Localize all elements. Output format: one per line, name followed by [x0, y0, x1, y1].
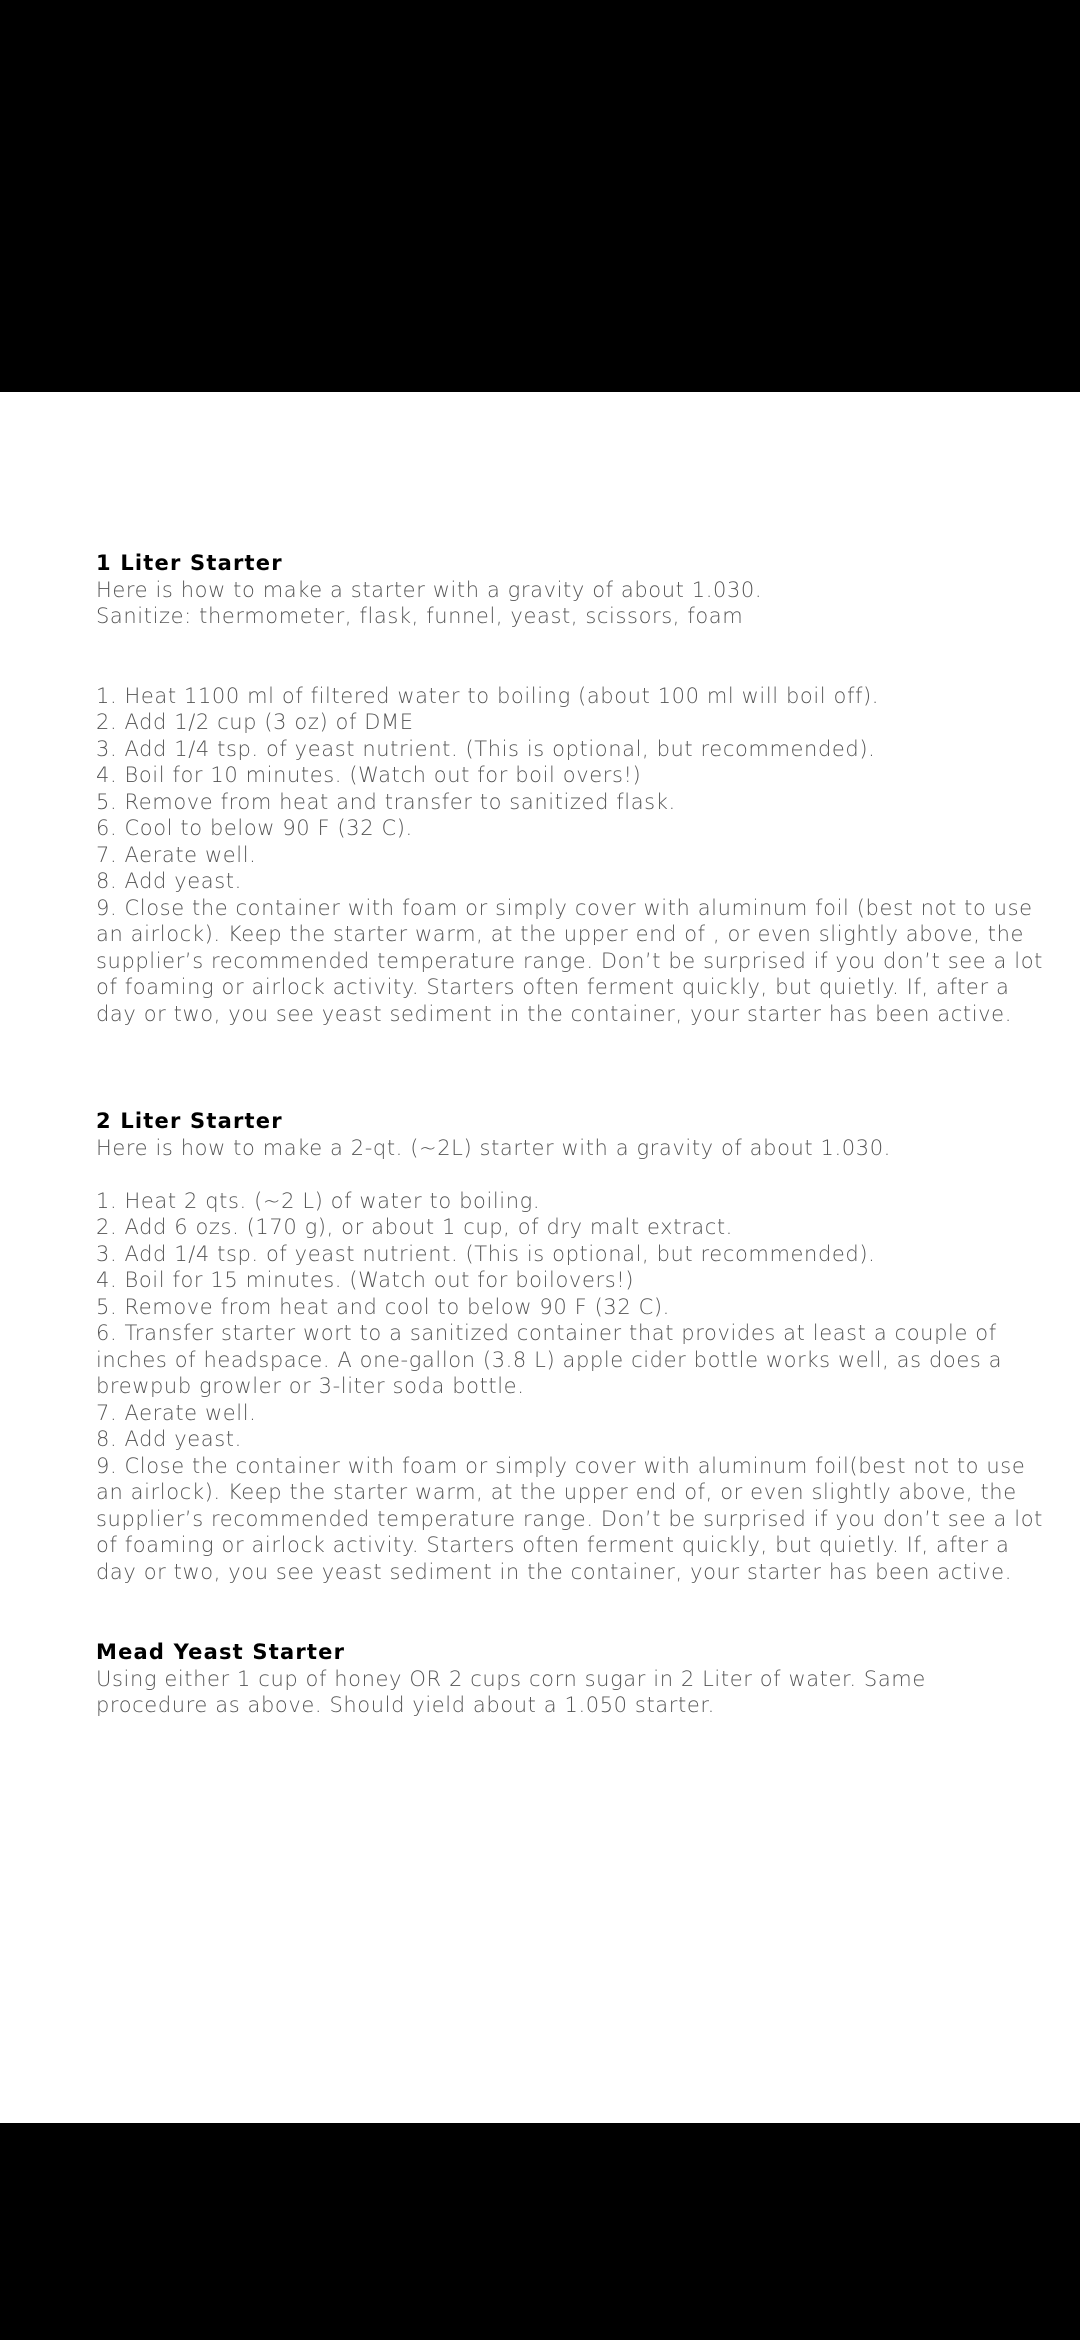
step-item: 1. Heat 2 qts. (~2 L) of water to boiling. — [96, 1188, 541, 1213]
step-item: 7. Aerate well. — [96, 1400, 257, 1425]
section-title: Mead Yeast Starter — [96, 1640, 346, 1664]
step-9-line: supplier’s recommended temperature range. Don’t be surprised if you don’t see a lot — [96, 948, 1044, 973]
step-9-line: of foaming or airlock activity. Starters often ferment quickly, but quietly. If, after a — [96, 975, 1010, 999]
step-9-line: an airlock). Keep the starter warm, at the upper end of, or even slightly above, the — [96, 1480, 1017, 1504]
step-6-line: 6. Transfer starter wort to a sanitized container that provides at least a couple of — [96, 1321, 997, 1345]
step-item: 2. Add 6 ozs. (170 g), or about 1 cup, of dry malt extract. — [96, 1215, 733, 1239]
sanitize-text: Sanitize: thermometer, flask, funnel, yeast, scissors, foam — [96, 604, 744, 628]
step-9-line: 9. Close the container with foam or simply cover with aluminum foil (best not to use — [96, 895, 1033, 920]
step-item: 5. Remove from heat and cool to below 90 F (32 C). — [96, 1294, 670, 1319]
bottom-black-band — [0, 2123, 1080, 2340]
step-9-line: an airlock). Keep the starter warm, at the upper end of , or even slightly above, the — [96, 922, 1025, 946]
section-1-liter-starter — [96, 550, 1046, 1027]
step-6-line: inches of headspace. A one-gallon (3.8 L) apple cider bottle works well, as does a — [96, 1347, 1003, 1372]
step-9-line: supplier’s recommended temperature range. Don’t be surprised if you don’t see a lot — [96, 1506, 1044, 1531]
intro-text: Here is how to make a starter with a gravity of about 1.030. — [96, 577, 763, 602]
step-item: 4. Boil for 15 minutes. (Watch out for boilovers!) — [96, 1268, 635, 1292]
step-item: 3. Add 1/4 tsp. of yeast nutrient. (This is optional, but recommended). — [96, 736, 876, 761]
step-item: 2. Add 1/2 cup (3 oz) of DME — [96, 710, 414, 734]
step-item: 8. Add yeast. — [96, 869, 242, 893]
document-page[interactable] — [0, 392, 1080, 2123]
step-item: 8. Add yeast. — [96, 1427, 242, 1451]
body-line: Using either 1 cup of honey OR 2 cups corn sugar in 2 Liter of water. Same — [96, 1666, 926, 1691]
step-item: 1. Heat 1100 ml of filtered water to boiling (about 100 ml will boil off). — [96, 683, 880, 708]
step-6-line: brewpub growler or 3-liter soda bottle. — [96, 1374, 525, 1398]
step-9-line: day or two, you see yeast sediment in the container, your starter has been active. — [96, 1001, 1012, 1026]
step-item: 6. Cool to below 90 F (32 C). — [96, 816, 413, 840]
step-item: 7. Aerate well. — [96, 842, 257, 867]
section-title: 1 Liter Starter — [96, 551, 283, 575]
section-2-liter-starter — [96, 1108, 1046, 1585]
step-9-line: of foaming or airlock activity. Starters often ferment quickly, but quietly. If, after a — [96, 1533, 1010, 1557]
step-item: 5. Remove from heat and transfer to sanitized flask. — [96, 789, 676, 814]
section-mead-yeast-starter — [96, 1639, 1046, 1719]
step-9-line: 9. Close the container with foam or simply cover with aluminum foil(best not to use — [96, 1453, 1026, 1478]
intro-text: Here is how to make a 2-qt. (~2L) starter with a gravity of about 1.030. — [96, 1135, 891, 1160]
body-line: procedure as above. Should yield about a 1.050 starter. — [96, 1693, 715, 1717]
step-item: 3. Add 1/4 tsp. of yeast nutrient. (This is optional, but recommended). — [96, 1241, 876, 1266]
section-title: 2 Liter Starter — [96, 1109, 283, 1133]
step-item: 4. Boil for 10 minutes. (Watch out for boil overs!) — [96, 763, 642, 787]
top-black-band — [0, 0, 1080, 392]
step-9-line: day or two, you see yeast sediment in the container, your starter has been active. — [96, 1559, 1012, 1584]
